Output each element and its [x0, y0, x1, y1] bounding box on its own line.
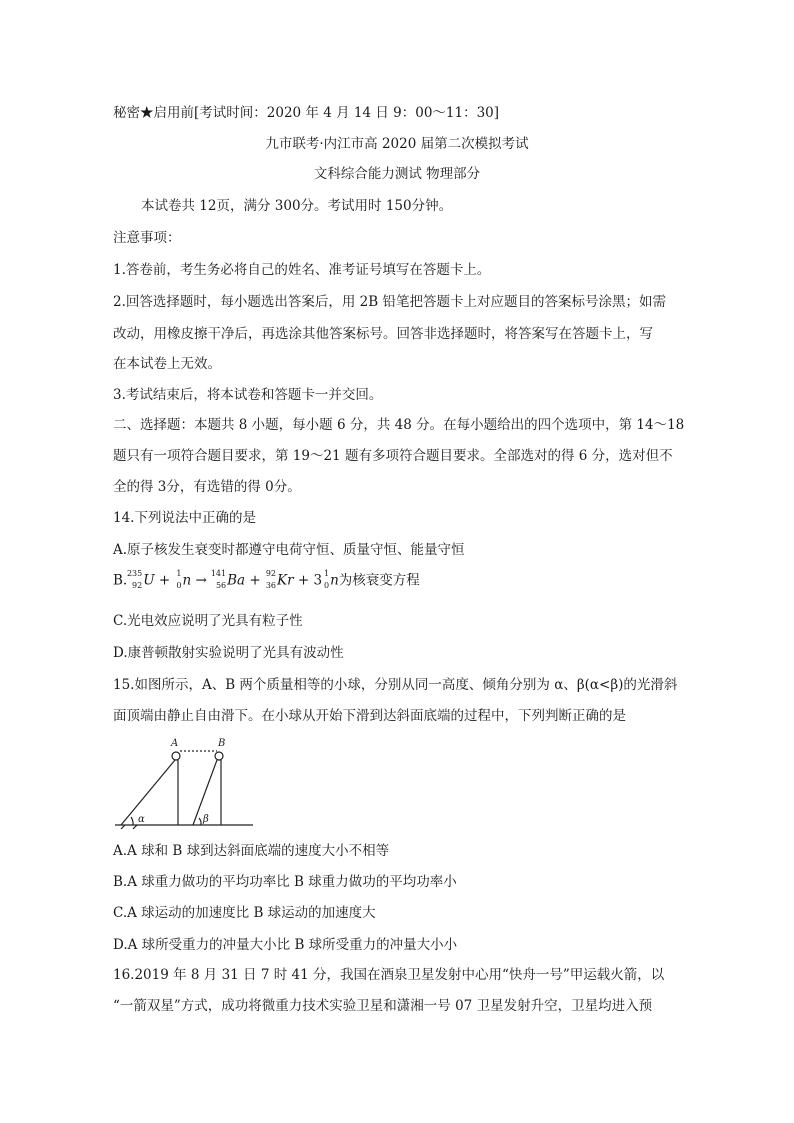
- q14-stem: 14.下列说法中正确的是: [113, 510, 256, 526]
- label-a: A: [171, 738, 179, 749]
- angle-arc-a: [131, 817, 133, 825]
- q15-stem-line-1: 15.如图所示，A、B 两个质量相等的小球，分别从同一高度、倾角分别为 α、β(α<β)的光滑斜: [113, 677, 678, 693]
- notes-heading: 注意事项：: [113, 230, 181, 246]
- q15-option-d: D.A 球所受重力的冲量大小比 B 球所受重力的冲量大小小: [113, 937, 458, 953]
- label-beta: β: [203, 814, 209, 825]
- note-3: 3.考试结束后，将本试卷和答题卡一并交回。: [113, 387, 383, 403]
- q16-line-1: 16.2019 年 8 月 31 日 7 时 41 分，我国在酒泉卫星发射中心用“快舟一号”甲运载火箭，以: [113, 967, 665, 983]
- q14-b-prefix: B.: [113, 572, 128, 589]
- q15-option-c: C.A 球运动的加速度比 B 球运动的加速度大: [113, 905, 376, 921]
- q15-option-b: B.A 球重力做功的平均功率比 B 球重力做功的平均功率小: [113, 874, 457, 890]
- q14-b-suffix: 为核衰变方程: [338, 572, 420, 589]
- ball-b: [215, 752, 223, 760]
- note-2-line-1: 2.回答选择题时，每小题选出答案后，用 2B 铅笔把答题卡上对应题目的答案标号涂黑；如需: [113, 294, 666, 310]
- inclined-planes-figure: [113, 730, 258, 832]
- incline-a-slope: [121, 760, 175, 825]
- section2-line-3: 全的得 3分，有选错的得 0分。: [113, 479, 301, 495]
- q14-option-b: [113, 571, 420, 591]
- nuclear-equation: 235 92 U + 1 0 n → 141 56 Ba + 92 36 Kr + 3 1 0 n: [126, 569, 339, 590]
- label-alpha: α: [138, 814, 145, 825]
- q15-stem-line-2: 面顶端由静止自由滑下。在小球从开始下滑到达斜面底端的过程中，下列判断正确的是: [113, 708, 626, 724]
- exam-title: 九市联考·内江市高 2020 届第二次模拟考试: [265, 136, 529, 152]
- secret-line: 秘密★启用前[考试时间：2020 年 4 月 14 日 9：00～11：30]: [113, 105, 500, 121]
- note-2-line-2: 改动，用橡皮擦干净后，再选涂其他答案标号。回答非选择题时，将答案写在答题卡上，写: [113, 326, 653, 342]
- exam-info: 本试卷共 12页，满分 300分。考试用时 150分钟。: [141, 198, 453, 214]
- q14-option-c: C.光电效应说明了光具有粒子性: [113, 613, 303, 629]
- section2-line-2: 题只有一项符合题目要求，第 19～21 题有多项符合题目要求。全部选对的得 6 分，选对但不: [113, 448, 673, 464]
- exam-subtitle: 文科综合能力测试 物理部分: [313, 166, 481, 182]
- q14-option-d: D.康普顿散射实验说明了光具有波动性: [113, 645, 344, 661]
- kr-nuclide-numbers: 92 36: [265, 569, 277, 590]
- n2-nuclide-numbers: 1 0: [323, 569, 330, 590]
- q15-option-a: A.A 球和 B 球到达斜面底端的速度大小不相等: [113, 843, 390, 859]
- angle-arc-b: [199, 818, 201, 825]
- q16-line-2: “一箭双星”方式，成功将微重力技术实验卫星和潇湘一号 07 卫星发射升空，卫星均进入预: [113, 998, 653, 1014]
- ba-nuclide-numbers: 141 56: [210, 569, 227, 590]
- ball-a: [172, 752, 180, 760]
- n-nuclide-numbers: 1 0: [176, 569, 182, 590]
- section2-line-1: 二、选择题：本题共 8 小题，每小题 6 分，共 48 分。在每小题给出的四个选项中，第 14～18: [113, 417, 685, 433]
- note-2-line-3: 在本试卷上无效。: [113, 356, 221, 372]
- note-1: 1.答卷前，考生务必将自己的姓名、准考证号填写在答题卡上。: [113, 262, 491, 278]
- label-b: B: [218, 738, 226, 749]
- q14-option-a: A.原子核发生衰变时都遵守电荷守恒、质量守恒、能量守恒: [113, 542, 465, 558]
- u-nuclide-numbers: 235 92: [126, 569, 143, 590]
